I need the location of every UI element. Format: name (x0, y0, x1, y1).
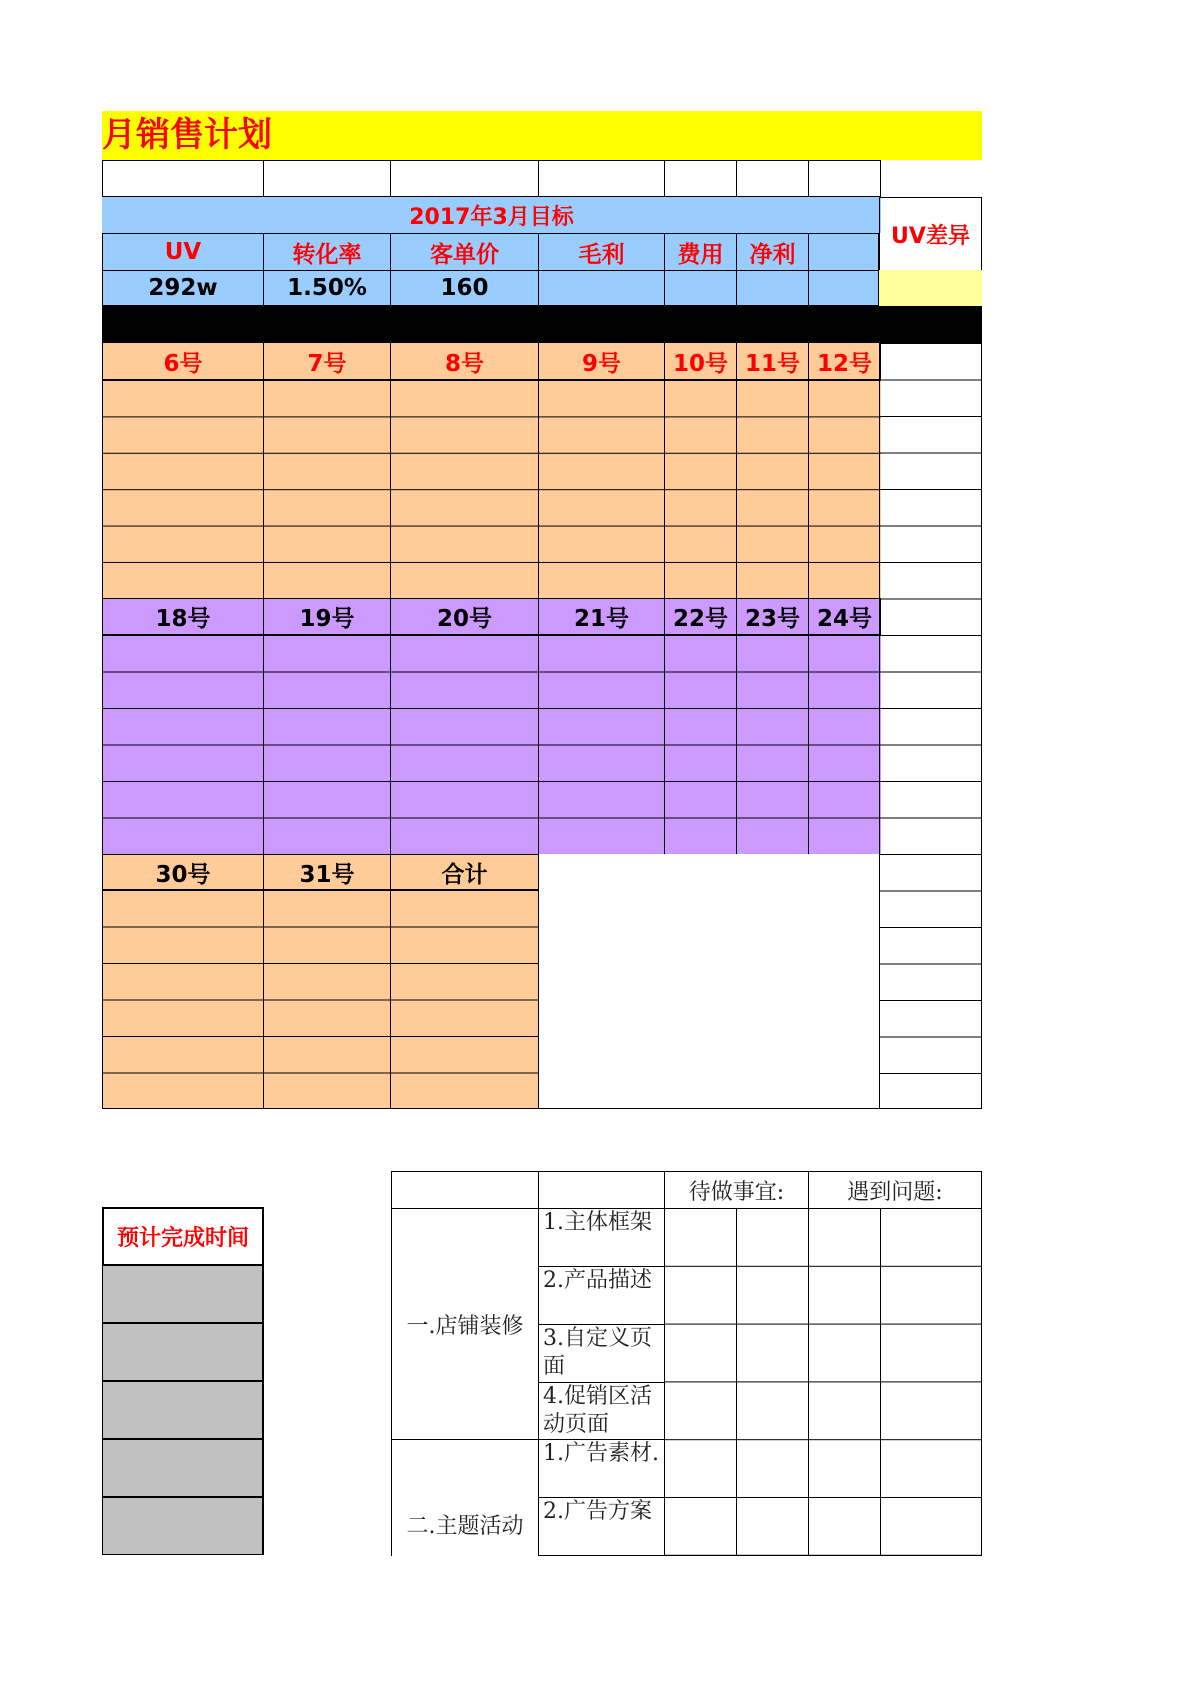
metric-value-avg-order[interactable]: 160 (391, 270, 539, 306)
task-header-blank (391, 1171, 539, 1209)
metric-header-cost: 费用 (665, 233, 737, 270)
blank-cell[interactable] (102, 160, 264, 197)
metric-header-net-profit: 净利 (737, 233, 809, 270)
task-data-grid[interactable] (665, 1209, 982, 1556)
completion-cell[interactable] (102, 1323, 264, 1381)
task-group-name: 一.店铺装修 (391, 1209, 539, 1440)
metric-value-cost[interactable] (665, 270, 737, 306)
todo-header: 待做事宜: (665, 1171, 809, 1209)
metric-value-extra[interactable] (809, 270, 879, 306)
uv-diff-header: UV差异 (879, 197, 982, 270)
metric-header-conversion: 转化率 (264, 233, 391, 270)
completion-header: 预计完成时间 (102, 1207, 264, 1266)
blank-cell[interactable] (391, 160, 539, 197)
task-group-name: 二.主题活动 (391, 1440, 539, 1556)
blank-cell[interactable] (665, 160, 737, 197)
day-header: 20号 (391, 598, 539, 635)
week1-data-grid[interactable] (102, 380, 881, 598)
separator-bar (102, 306, 982, 343)
day-header: 6号 (102, 343, 264, 380)
total-header: 合计 (391, 854, 539, 890)
task-item: 1.主体框架 (539, 1209, 665, 1267)
day-header: 9号 (539, 343, 665, 380)
day-header: 31号 (264, 854, 391, 890)
week3-data-grid[interactable] (102, 890, 539, 1109)
metric-header-gross-profit: 毛利 (539, 233, 665, 270)
day-header: 21号 (539, 598, 665, 635)
blank-cell[interactable] (737, 160, 809, 197)
metric-value-uv[interactable]: 292w (102, 270, 264, 306)
metric-value-net-profit[interactable] (737, 270, 809, 306)
completion-cell[interactable] (102, 1381, 264, 1439)
completion-cell[interactable] (102, 1439, 264, 1497)
blank-cell[interactable] (264, 160, 391, 197)
uv-diff-column[interactable] (879, 343, 982, 1109)
metric-value-conversion[interactable]: 1.50% (264, 270, 391, 306)
completion-cell[interactable] (102, 1497, 264, 1555)
week2-data-grid[interactable] (102, 635, 881, 854)
metric-header-extra (809, 233, 879, 270)
day-header: 7号 (264, 343, 391, 380)
metric-header-avg-order: 客单价 (391, 233, 539, 270)
day-header: 22号 (665, 598, 737, 635)
day-header: 12号 (809, 343, 881, 380)
target-header: 2017年3月目标 (102, 197, 881, 233)
task-item: 2.广告方案 (539, 1498, 665, 1556)
metric-value-gross-profit[interactable] (539, 270, 665, 306)
uv-diff-value[interactable] (879, 270, 982, 306)
day-header: 11号 (737, 343, 809, 380)
task-item: 3.自定义页面 (539, 1325, 665, 1383)
blank-cell[interactable] (809, 160, 881, 197)
day-header: 30号 (102, 854, 264, 890)
metric-header-uv: UV (102, 233, 264, 270)
day-header: 18号 (102, 598, 264, 635)
day-header: 19号 (264, 598, 391, 635)
day-header: 10号 (665, 343, 737, 380)
day-header: 24号 (809, 598, 881, 635)
completion-cell[interactable] (102, 1265, 264, 1323)
task-item: 2.产品描述 (539, 1267, 665, 1325)
day-header: 8号 (391, 343, 539, 380)
task-item: 4.促销区活动页面 (539, 1383, 665, 1440)
notes-area[interactable] (539, 854, 881, 1109)
blank-cell[interactable] (539, 160, 665, 197)
issues-header: 遇到问题: (809, 1171, 982, 1209)
task-header-blank (539, 1171, 665, 1209)
task-item: 1.广告素材. (539, 1440, 665, 1498)
page-title: 月销售计划 (102, 115, 272, 155)
day-header: 23号 (737, 598, 809, 635)
